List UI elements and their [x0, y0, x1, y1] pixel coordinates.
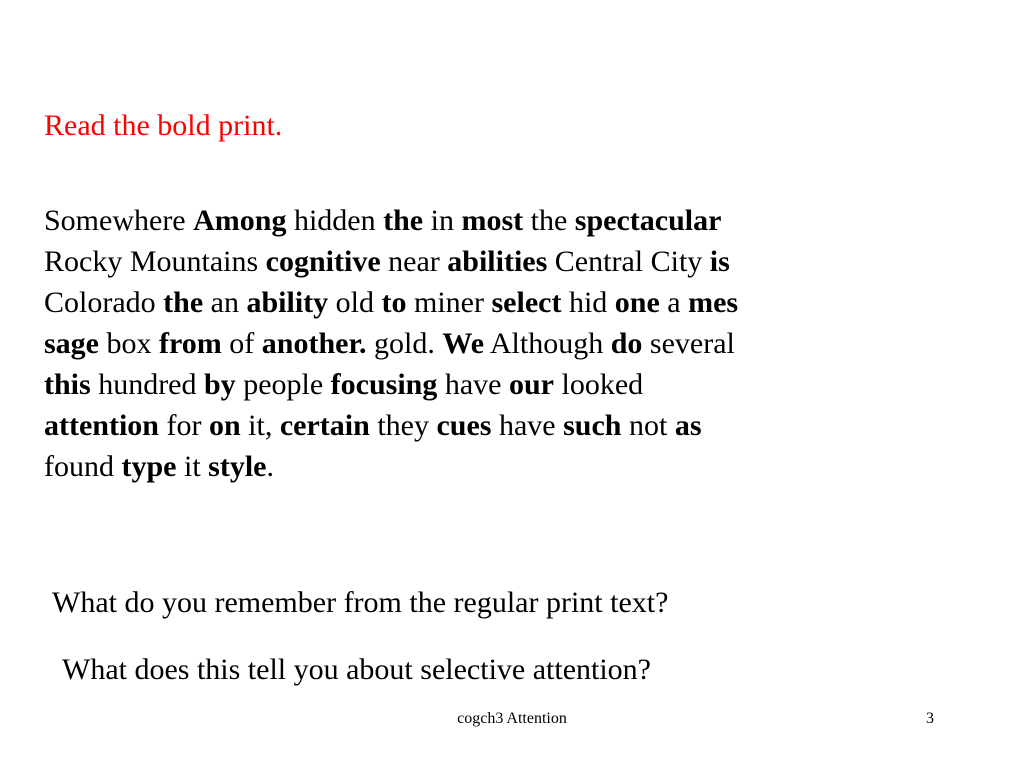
regular-word: miner — [406, 286, 492, 319]
bold-word: style — [208, 450, 267, 483]
bold-word: mes — [688, 286, 739, 319]
bold-word: abilities — [447, 245, 548, 278]
regular-word: in — [423, 204, 462, 237]
bold-word: focusing — [330, 368, 438, 401]
bold-word: from — [159, 327, 222, 360]
bold-word: do — [610, 327, 643, 360]
regular-word: it, — [240, 409, 280, 442]
regular-word: people — [235, 368, 331, 401]
regular-word: Rocky Mountains — [44, 245, 266, 278]
bold-word: attention — [44, 409, 159, 442]
regular-word: several — [642, 327, 735, 360]
passage-line — [44, 282, 984, 323]
slide-footer — [0, 708, 1024, 730]
regular-word: for — [159, 409, 209, 442]
mixed-passage — [44, 200, 984, 487]
question-regular-print: What do you remember from the regular print text? — [52, 586, 669, 619]
regular-word: box — [99, 327, 159, 360]
regular-word: old — [328, 286, 382, 319]
regular-word: hidden — [286, 204, 384, 237]
regular-word: . — [266, 450, 274, 483]
bold-word: by — [204, 368, 236, 401]
bold-word: most — [461, 204, 524, 237]
passage-line — [44, 241, 984, 282]
regular-word: have — [437, 368, 509, 401]
regular-word: near — [380, 245, 448, 278]
bold-word: Among — [193, 204, 287, 237]
page-number: 3 — [926, 710, 934, 727]
bold-word: sage — [44, 327, 99, 360]
bold-word: cues — [436, 409, 492, 442]
bold-word: this — [44, 368, 91, 401]
regular-word: have — [491, 409, 564, 442]
regular-word: found — [44, 450, 122, 483]
regular-word: not — [621, 409, 675, 442]
passage-line — [44, 446, 984, 487]
question-selective-attention: What does this tell you about selective attention? — [62, 653, 651, 686]
bold-word: We — [442, 327, 485, 360]
regular-word: the — [523, 204, 575, 237]
regular-word: a — [659, 286, 689, 319]
bold-word: as — [674, 409, 702, 442]
bold-word: another. — [261, 327, 367, 360]
passage-line — [44, 323, 984, 364]
bold-word: spectacular — [574, 204, 722, 237]
passage-line — [44, 405, 984, 446]
bold-word: such — [563, 409, 622, 442]
bold-word: select — [491, 286, 562, 319]
bold-word: the — [383, 204, 424, 237]
regular-word: it — [176, 450, 209, 483]
bold-word: to — [381, 286, 407, 319]
regular-word: Although — [484, 327, 611, 360]
regular-word: hid — [561, 286, 615, 319]
regular-word: looked — [553, 368, 644, 401]
bold-word: is — [709, 245, 730, 278]
regular-word: of — [221, 327, 262, 360]
bold-word: type — [121, 450, 177, 483]
regular-word: hundred — [90, 368, 204, 401]
bold-word: one — [614, 286, 660, 319]
bold-word: cognitive — [265, 245, 381, 278]
bold-word: the — [163, 286, 204, 319]
passage-line — [44, 200, 984, 241]
passage-line — [44, 364, 984, 405]
regular-word: Central City — [547, 245, 710, 278]
regular-word: they — [369, 409, 437, 442]
regular-word: an — [203, 286, 247, 319]
bold-word: our — [508, 368, 554, 401]
bold-word: ability — [246, 286, 329, 319]
footer-title: cogch3 Attention — [457, 710, 567, 727]
bold-word: on — [208, 409, 241, 442]
bold-word: certain — [279, 409, 370, 442]
regular-word: Colorado — [44, 286, 164, 319]
regular-word: gold. — [366, 327, 443, 360]
regular-word: Somewhere — [44, 204, 194, 237]
instruction-heading: Read the bold print. — [44, 109, 283, 142]
